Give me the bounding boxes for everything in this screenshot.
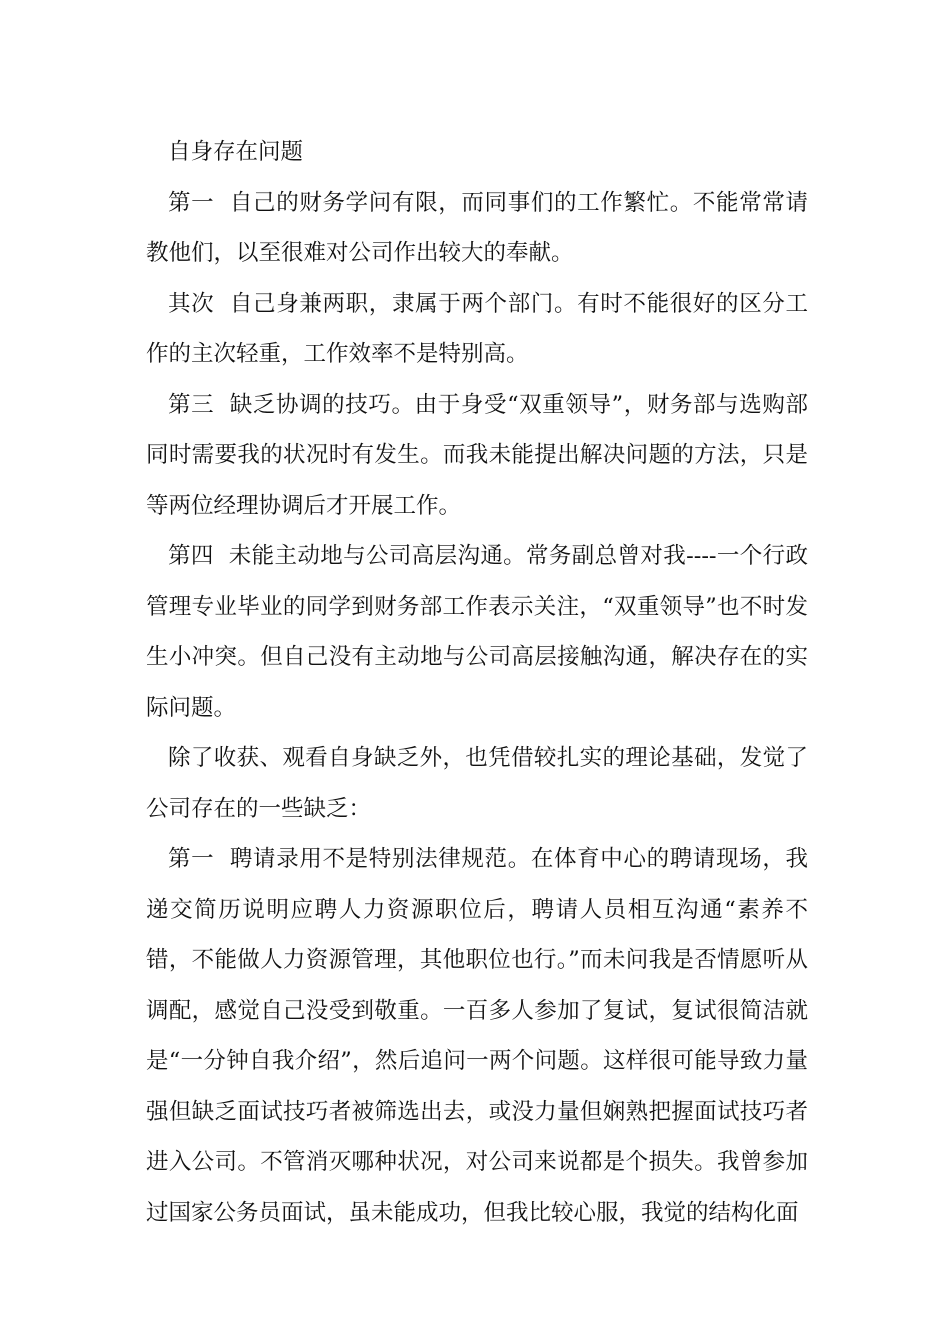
paragraph-problem-4: 第四 未能主动地与公司高层沟通。常务副总曾对我----一个行政管理专业毕业的同学到财务部工作表示关注，“双重领导”也不时发生小冲突。但自己没有主动地与公司高层接触沟通，解决存在的实际问题。 <box>146 543 808 721</box>
paragraph-problem-3: 第三 缺乏协调的技巧。由于身受“双重领导”，财务部与选购部同时需要我的状况时有发生。而我未能提出解决问题的方法，只是等两位经理协调后才开展工作。 <box>146 391 808 519</box>
paragraph-problem-2: 其次 自己身兼两职，隶属于两个部门。有时不能很好的区分工作的主次轻重，工作效率不是特别高。 <box>146 290 808 367</box>
paragraph-problem-1: 第一 自己的财务学问有限，而同事们的工作繁忙。不能常常请教他们，以至很难对公司作出较大的奉献。 <box>146 189 808 266</box>
document-body <box>146 127 808 1238</box>
section-heading: 自身存在问题 <box>168 139 304 165</box>
paragraph-company-issue-1: 第一 聘请录用不是特别法律规范。在体育中心的聘请现场，我递交简历说明应聘人力资源职位后，聘请人员相互沟通“素养不错，不能做人力资源管理，其他职位也行。”而未问我是否情愿听从调配，感觉自己没受到敬重。一百多人参加了复试，复试很简洁就是“一分钟自我介绍”，然后追问一两个问题。这样很可能导致力量强但缺乏面试技巧者被筛选出去，或没力量但娴熟把握面试技巧者进入公司。不管消灭哪种状况，对公司来说都是个损失。我曾参加过国家公务员面试，虽未能成功，但我比较心服，我觉的结构化面 <box>146 846 808 1226</box>
paragraph-transition: 除了收获、观看自身缺乏外，也凭借较扎实的理论基础，发觉了公司存在的一些缺乏： <box>146 745 808 822</box>
